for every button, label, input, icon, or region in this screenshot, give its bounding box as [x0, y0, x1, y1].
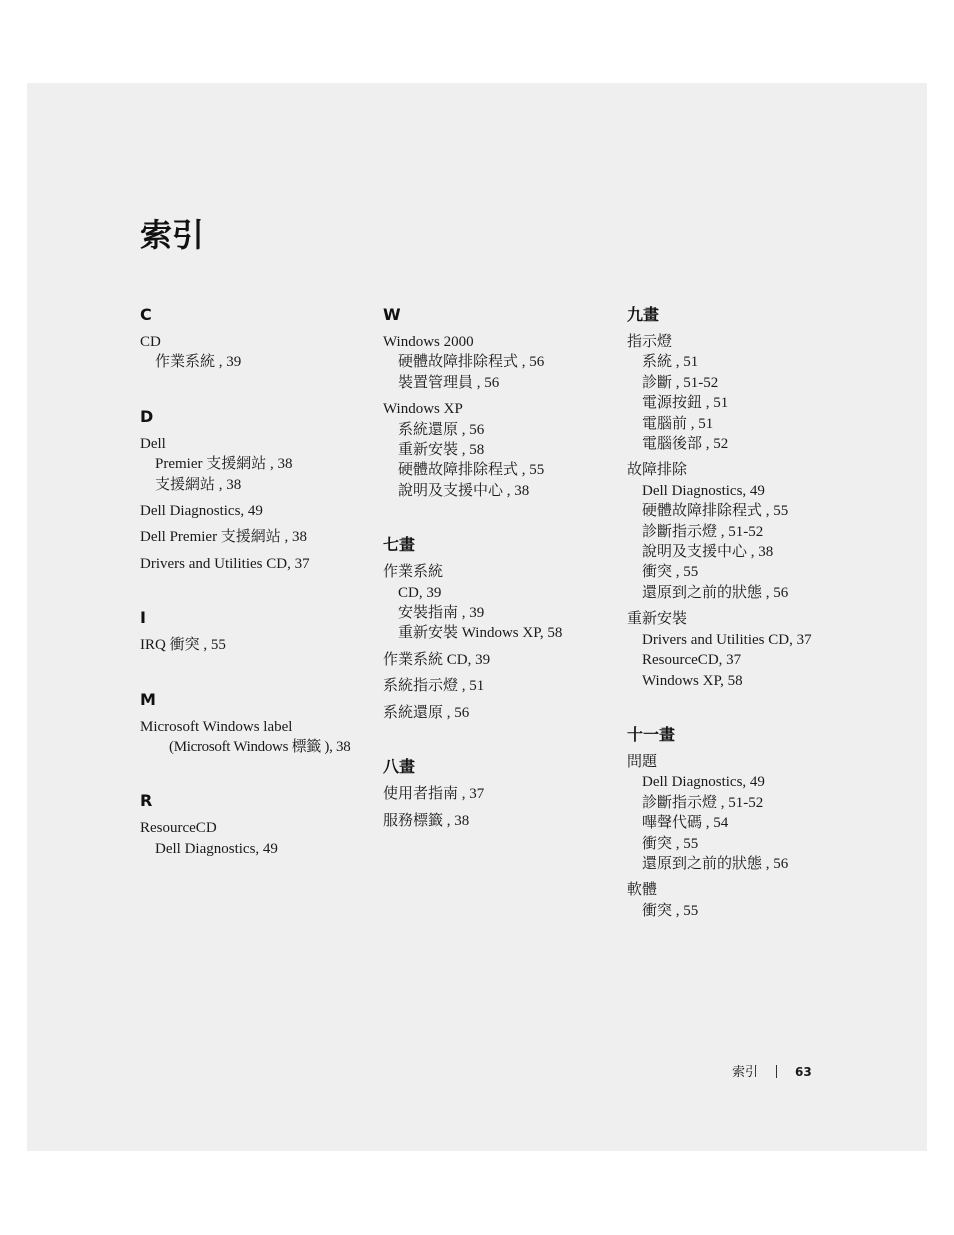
index-subentry: 還原到之前的狀態 , 56	[642, 855, 789, 872]
index-subentry: 說明及支援中心 , 38	[642, 544, 774, 561]
page-number: 63	[795, 1065, 812, 1079]
index-subentry: 電腦前 , 51	[642, 415, 714, 432]
section-heading: 七畫	[383, 535, 416, 555]
page-footer	[732, 1062, 812, 1082]
index-entry-label: 故障排除	[627, 462, 688, 479]
section-heading: C	[140, 305, 152, 324]
index-subentry: 系統 , 51	[642, 354, 699, 371]
index-entry	[383, 676, 618, 696]
index-entry	[140, 554, 375, 574]
index-entry	[627, 332, 862, 454]
index-entry	[140, 501, 375, 521]
index-entry-label: ResourceCD	[140, 820, 217, 837]
index-subentry: 衝突 , 55	[642, 902, 699, 919]
index-subentry: 衝突 , 55	[642, 835, 699, 852]
index-entry	[140, 818, 375, 859]
index-subentry: 硬體故障排除程式 , 55	[398, 462, 545, 479]
index-entry-label: 作業系統 CD, 39	[383, 651, 491, 668]
index-subentry: 診斷指示燈 , 51-52	[642, 523, 764, 540]
index-section	[140, 689, 375, 758]
index-subentry: 系統還原 , 56	[398, 421, 485, 438]
index-subentry: 診斷指示燈 , 51-52	[642, 794, 764, 811]
index-entry-label: 服務標籤 , 38	[383, 812, 470, 829]
index-column-1	[140, 304, 375, 892]
section-heading: I	[140, 608, 146, 628]
index-subentry: 裝置管理員 , 56	[398, 374, 500, 391]
index-entry	[383, 784, 618, 804]
section-heading: 十一畫	[627, 724, 676, 744]
index-entry	[140, 527, 375, 547]
index-column-3	[627, 304, 862, 954]
index-subentry: 硬體故障排除程式 , 56	[398, 354, 545, 371]
index-entry-label: 問題	[627, 753, 658, 770]
index-entry	[383, 332, 618, 393]
section-heading: M	[140, 689, 156, 709]
index-entry-label: 使用者指南 , 37	[383, 786, 485, 803]
index-entry	[140, 717, 375, 758]
index-subentry: 還原到之前的狀態 , 56	[642, 584, 789, 601]
index-section	[383, 304, 618, 501]
section-heading: 九畫	[627, 305, 660, 324]
index-entry	[140, 434, 375, 495]
index-subentry: Dell Diagnostics, 49	[155, 840, 278, 857]
index-section	[140, 304, 375, 373]
index-subentry: Dell Diagnostics, 49	[642, 482, 765, 499]
index-entry-label: Dell	[140, 435, 166, 452]
index-entry	[140, 635, 375, 655]
index-entry	[383, 399, 618, 501]
index-entry	[627, 880, 862, 921]
index-section	[383, 534, 618, 723]
index-subentry: 硬體故障排除程式 , 55	[642, 503, 789, 520]
index-entry-label: CD	[140, 334, 161, 350]
index-entry-label: 軟體	[627, 882, 658, 899]
index-subentry: Windows XP, 58	[642, 672, 743, 689]
index-subentry: 支援網站 , 38	[155, 476, 242, 493]
index-entry-label: 作業系統	[383, 564, 444, 581]
index-subentry: CD, 39	[398, 584, 442, 601]
index-entry-label: IRQ 衝突 , 55	[140, 637, 226, 654]
index-entry	[627, 609, 862, 691]
index-entry-label: Windows 2000	[383, 334, 474, 350]
index-subentry: Dell Diagnostics, 49	[642, 774, 765, 791]
index-entry	[140, 332, 375, 373]
index-entry	[383, 562, 618, 644]
page-title: 索引	[140, 216, 205, 254]
index-section	[383, 756, 618, 831]
index-entry-label: Windows XP	[383, 401, 463, 418]
index-entry-label: Dell Diagnostics, 49	[140, 503, 263, 520]
index-subentry: Premier 支援網站 , 38	[155, 456, 293, 473]
index-entry	[383, 650, 618, 670]
index-entry-label: 重新安裝	[627, 611, 688, 628]
index-subentry: 電源按鈕 , 51	[642, 395, 729, 412]
index-section	[140, 607, 375, 655]
index-section	[627, 304, 862, 691]
index-entry	[627, 752, 862, 874]
index-entry-label: 系統還原 , 56	[383, 704, 470, 721]
index-entry-label: Dell Premier 支援網站 , 38	[140, 529, 308, 546]
section-heading: D	[140, 406, 154, 426]
index-entry	[383, 703, 618, 723]
index-section	[140, 790, 375, 859]
index-subentry: 衝突 , 55	[642, 564, 699, 581]
section-heading: W	[383, 305, 401, 324]
index-subentry: 作業系統 , 39	[155, 354, 242, 371]
index-subentry: 說明及支援中心 , 38	[398, 482, 530, 499]
index-entry	[627, 460, 862, 603]
index-subentry: 診斷 , 51-52	[642, 374, 719, 391]
index-subentry: 電腦後部 , 52	[642, 436, 729, 453]
index-entry-label: 系統指示燈 , 51	[383, 678, 485, 695]
index-section	[627, 724, 862, 921]
index-section	[140, 406, 375, 574]
index-subentry: 重新安裝 , 58	[398, 442, 485, 459]
section-heading: 八畫	[383, 757, 416, 777]
footer-separator	[776, 1065, 777, 1078]
index-subentry: (Microsoft Windows 標籤 ), 38	[169, 739, 351, 756]
index-subentry: 嗶聲代碼 , 54	[642, 815, 729, 832]
index-entry-label: Drivers and Utilities CD, 37	[140, 555, 310, 572]
index-entry	[383, 811, 618, 831]
index-column-2	[383, 304, 618, 864]
index-subentry: ResourceCD, 37	[642, 652, 742, 669]
footer-label: 索引	[732, 1065, 759, 1080]
index-subentry: 重新安裝 Windows XP, 58	[398, 625, 563, 642]
section-heading: R	[140, 791, 153, 811]
index-subentry: Drivers and Utilities CD, 37	[642, 631, 812, 648]
index-subentry: 安裝指南 , 39	[398, 605, 485, 622]
index-entry-label: Microsoft Windows label	[140, 718, 293, 735]
index-entry-label: 指示燈	[627, 334, 673, 350]
